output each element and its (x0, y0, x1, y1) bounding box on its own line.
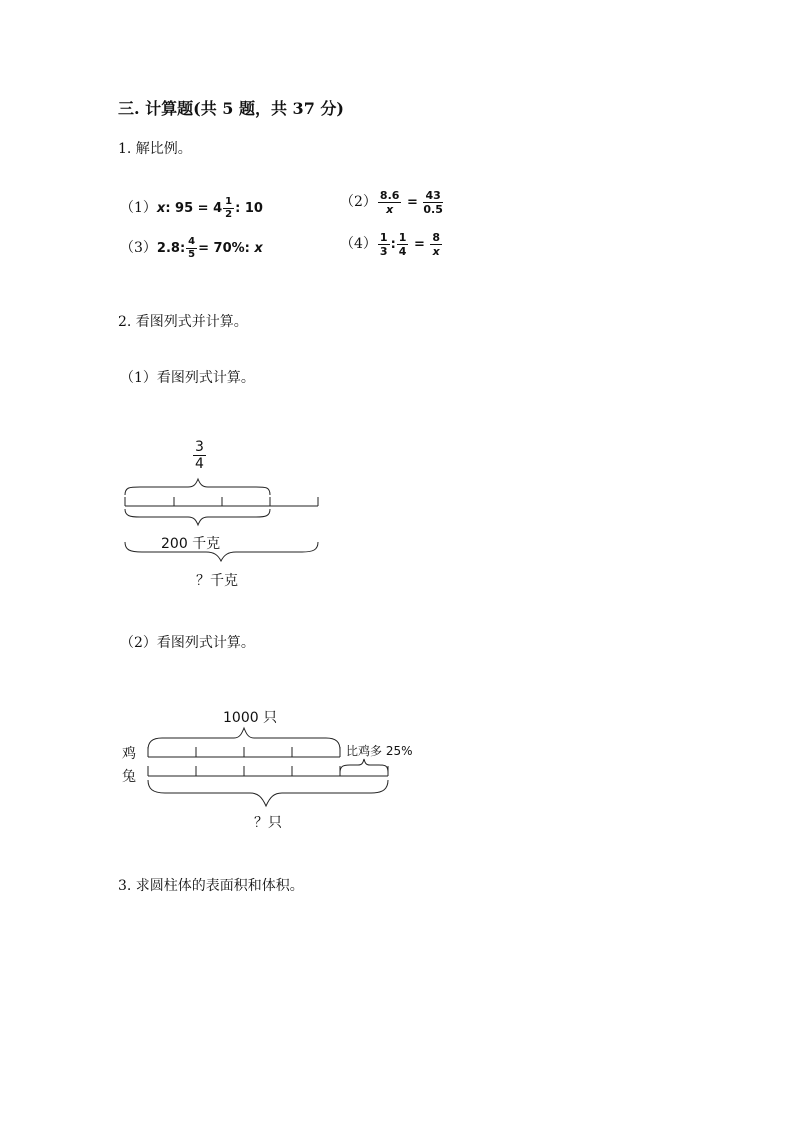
question-2-part-2-label: （2）看图列式计算。 (120, 635, 255, 651)
question-3-label: 3. 求圆柱体的表面积和体积。 (118, 878, 304, 894)
diagram2-top-amount: 1000 只 (223, 710, 278, 726)
q1-item-4: （4） $\frac{1}{3}$ : $\frac{1}{4}$ = $\frac{8}{x}$ (340, 231, 441, 258)
question-2-part-1-label: （1）看图列式计算。 (120, 370, 255, 386)
diagram2-extra: 比鸡多 25% (346, 744, 413, 758)
diagram1-amount: 200 千克 (161, 536, 221, 552)
q1-item-1: （1）x: 95 = 4 $\frac{1}{2}$ : 10 (120, 196, 263, 220)
diagram2-question: ？只 (254, 815, 282, 831)
section-title: 三. 计算题(共 5 题，共 37 分) (118, 99, 344, 118)
q1-item-3: （3）2.8: $\frac{4}{5}$ = 70%: x (120, 236, 263, 260)
diagram2-row-rabbit: 兔 (122, 769, 136, 785)
q1-item-2: （2） $\frac{8.6}{x}$ = $\frac{43}{0.5}$ (340, 189, 443, 216)
diagram1-fraction: $\frac{3}{4}$ (195, 439, 204, 472)
diagram1-question: ？千克 (196, 573, 238, 589)
question-1-label: 1. 解比例。 (118, 141, 192, 157)
diagram2-row-chicken: 鸡 (122, 746, 136, 762)
question-2-label: 2. 看图列式并计算。 (118, 314, 248, 330)
